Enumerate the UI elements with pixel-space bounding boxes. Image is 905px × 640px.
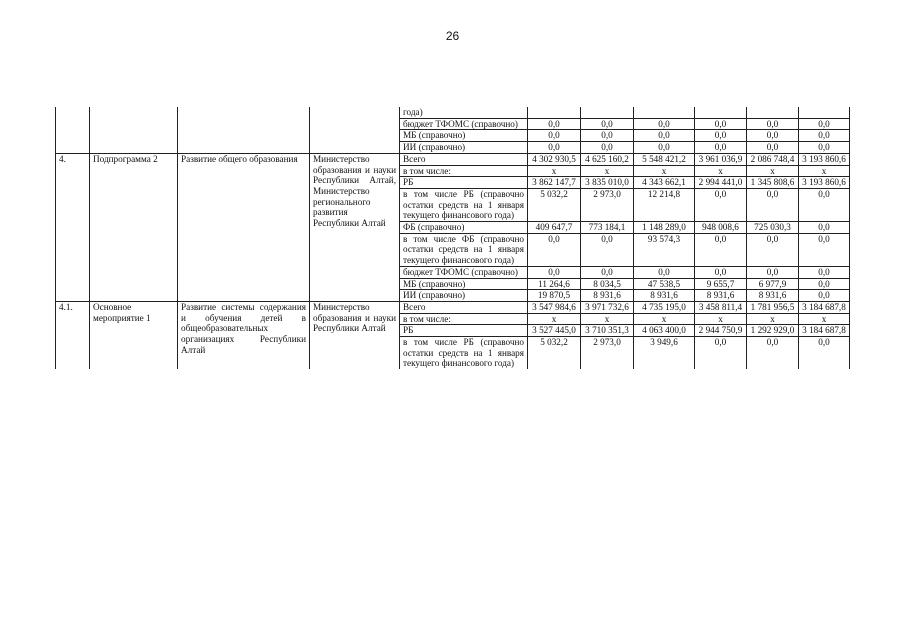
row-label: ИИ (справочно) — [400, 290, 528, 302]
value-cell: 3 184 687,8 — [799, 325, 850, 337]
row-label: в том числе: — [400, 165, 528, 177]
value-cell: 0,0 — [528, 142, 581, 154]
value-cell: x — [695, 313, 747, 325]
value-cell: 773 184,1 — [581, 222, 634, 234]
value-cell: 0,0 — [799, 118, 850, 130]
value-cell: 3 710 351,3 — [581, 325, 634, 337]
value-cell: 4 302 930,5 — [528, 153, 581, 165]
value-cell: x — [747, 313, 799, 325]
table-row — [56, 107, 850, 118]
value-cell: 0,0 — [581, 233, 634, 266]
table-row — [56, 301, 850, 313]
value-cell — [695, 107, 747, 118]
value-cell: 0,0 — [799, 142, 850, 154]
value-cell: 0,0 — [528, 118, 581, 130]
row-label: ИИ (справочно) — [400, 142, 528, 154]
value-cell: 8 931,6 — [747, 290, 799, 302]
value-cell: 3 949,6 — [634, 337, 695, 370]
value-cell: 0,0 — [747, 142, 799, 154]
value-cell: 2 944 750,9 — [695, 325, 747, 337]
value-cell: 93 574,3 — [634, 233, 695, 266]
value-cell: 0,0 — [695, 266, 747, 278]
value-cell: x — [528, 165, 581, 177]
row-label: года) — [400, 107, 528, 118]
value-cell: 0,0 — [799, 266, 850, 278]
name-cell: Развитие общего образования — [178, 153, 310, 301]
value-cell: 4 063 400,0 — [634, 325, 695, 337]
value-cell: 1 292 929,0 — [747, 325, 799, 337]
value-cell: 8 931,6 — [634, 290, 695, 302]
value-cell: 0,0 — [695, 118, 747, 130]
value-cell: x — [747, 165, 799, 177]
value-cell: 3 862 147,7 — [528, 177, 581, 189]
type-cell: Подпрограмма 2 — [90, 153, 178, 301]
row-label: РБ — [400, 325, 528, 337]
value-cell: 11 264,6 — [528, 278, 581, 290]
value-cell: 3 193 860,6 — [799, 153, 850, 165]
value-cell: 0,0 — [747, 130, 799, 142]
row-label: бюджет ТФОМС (справочно) — [400, 266, 528, 278]
value-cell — [799, 107, 850, 118]
value-cell: 0,0 — [634, 266, 695, 278]
value-cell — [747, 107, 799, 118]
executor-cell — [310, 107, 400, 153]
value-cell: 0,0 — [581, 118, 634, 130]
value-cell: x — [695, 165, 747, 177]
value-cell: 1 345 808,6 — [747, 177, 799, 189]
value-cell: 1 781 956,5 — [747, 301, 799, 313]
executor-cell: Министерство образования и науки Республики Алтай, Министерство регионального развития Республики Алтай — [310, 153, 400, 301]
value-cell: 3 193 860,6 — [799, 177, 850, 189]
value-cell: 9 655,7 — [695, 278, 747, 290]
value-cell: x — [799, 313, 850, 325]
value-cell: 0,0 — [747, 118, 799, 130]
value-cell: 0,0 — [634, 130, 695, 142]
value-cell: 0,0 — [695, 337, 747, 370]
value-cell: 2 086 748,4 — [747, 153, 799, 165]
value-cell: 725 030,3 — [747, 222, 799, 234]
value-cell: 5 032,2 — [528, 188, 581, 221]
value-cell: 8 931,6 — [695, 290, 747, 302]
number-cell: 4.1. — [56, 301, 90, 369]
value-cell: 0,0 — [799, 290, 850, 302]
value-cell: 0,0 — [528, 233, 581, 266]
row-label: Всего — [400, 301, 528, 313]
value-cell: 5 548 421,2 — [634, 153, 695, 165]
value-cell — [581, 107, 634, 118]
row-label: РБ — [400, 177, 528, 189]
number-cell — [56, 107, 90, 153]
name-cell — [178, 107, 310, 153]
value-cell — [528, 107, 581, 118]
value-cell: 4 735 195,0 — [634, 301, 695, 313]
value-cell: 8 034,5 — [581, 278, 634, 290]
row-label: бюджет ТФОМС (справочно) — [400, 118, 528, 130]
number-cell: 4. — [56, 153, 90, 301]
value-cell: 0,0 — [799, 222, 850, 234]
value-cell: 0,0 — [581, 266, 634, 278]
row-label: ФБ (справочно) — [400, 222, 528, 234]
value-cell: 0,0 — [799, 233, 850, 266]
value-cell: 0,0 — [634, 118, 695, 130]
value-cell: 409 647,7 — [528, 222, 581, 234]
value-cell: x — [581, 165, 634, 177]
value-cell: 0,0 — [581, 130, 634, 142]
value-cell: 0,0 — [747, 233, 799, 266]
value-cell: 1 148 289,0 — [634, 222, 695, 234]
row-label: в том числе: — [400, 313, 528, 325]
value-cell: 6 977,9 — [747, 278, 799, 290]
value-cell: x — [799, 165, 850, 177]
value-cell: 0,0 — [695, 130, 747, 142]
row-label: Всего — [400, 153, 528, 165]
value-cell: x — [634, 313, 695, 325]
value-cell: 3 971 732,6 — [581, 301, 634, 313]
row-label: в том числе ФБ (справочно остатки средств на 1 января текущего финансового года) — [400, 233, 528, 266]
value-cell: 0,0 — [528, 266, 581, 278]
value-cell: 0,0 — [799, 278, 850, 290]
value-cell: 2 973,0 — [581, 337, 634, 370]
executor-cell: Министерство образования и науки Республики Алтай — [310, 301, 400, 369]
value-cell: 3 458 811,4 — [695, 301, 747, 313]
page-number: 26 — [445, 29, 460, 43]
value-cell: 0,0 — [634, 142, 695, 154]
row-label: в том числе РБ (справочно остатки средств на 1 января текущего финансового года) — [400, 337, 528, 370]
value-cell: 2 973,0 — [581, 188, 634, 221]
value-cell: 948 008,6 — [695, 222, 747, 234]
table-row — [56, 153, 850, 165]
row-label: МБ (справочно) — [400, 278, 528, 290]
name-cell: Развитие системы содержания и обучения детей в общеобразовательных организациях Республики Алтай — [178, 301, 310, 369]
row-label: в том числе РБ (справочно остатки средств на 1 января текущего финансового года) — [400, 188, 528, 221]
value-cell: 3 961 036,9 — [695, 153, 747, 165]
value-cell: 3 547 984,6 — [528, 301, 581, 313]
value-cell: 0,0 — [799, 188, 850, 221]
value-cell: 12 214,8 — [634, 188, 695, 221]
value-cell: 0,0 — [695, 233, 747, 266]
value-cell: 4 625 160,2 — [581, 153, 634, 165]
value-cell: 3 527 445,0 — [528, 325, 581, 337]
value-cell — [634, 107, 695, 118]
value-cell: x — [528, 313, 581, 325]
type-cell — [90, 107, 178, 153]
row-label: МБ (справочно) — [400, 130, 528, 142]
value-cell: 0,0 — [528, 130, 581, 142]
value-cell: 5 032,2 — [528, 337, 581, 370]
value-cell: 19 870,5 — [528, 290, 581, 302]
value-cell: 0,0 — [799, 337, 850, 370]
value-cell: 0,0 — [747, 188, 799, 221]
type-cell: Основное мероприятие 1 — [90, 301, 178, 369]
value-cell: 8 931,6 — [581, 290, 634, 302]
value-cell: 0,0 — [695, 142, 747, 154]
value-cell: 2 994 441,0 — [695, 177, 747, 189]
value-cell: 4 343 662,1 — [634, 177, 695, 189]
budget-table — [55, 107, 850, 369]
value-cell: 3 184 687,8 — [799, 301, 850, 313]
value-cell: 0,0 — [581, 142, 634, 154]
value-cell: 0,0 — [799, 130, 850, 142]
value-cell: 0,0 — [695, 188, 747, 221]
value-cell: x — [581, 313, 634, 325]
value-cell: 47 538,5 — [634, 278, 695, 290]
value-cell: x — [634, 165, 695, 177]
value-cell: 0,0 — [747, 337, 799, 370]
value-cell: 0,0 — [747, 266, 799, 278]
value-cell: 3 835 010,0 — [581, 177, 634, 189]
